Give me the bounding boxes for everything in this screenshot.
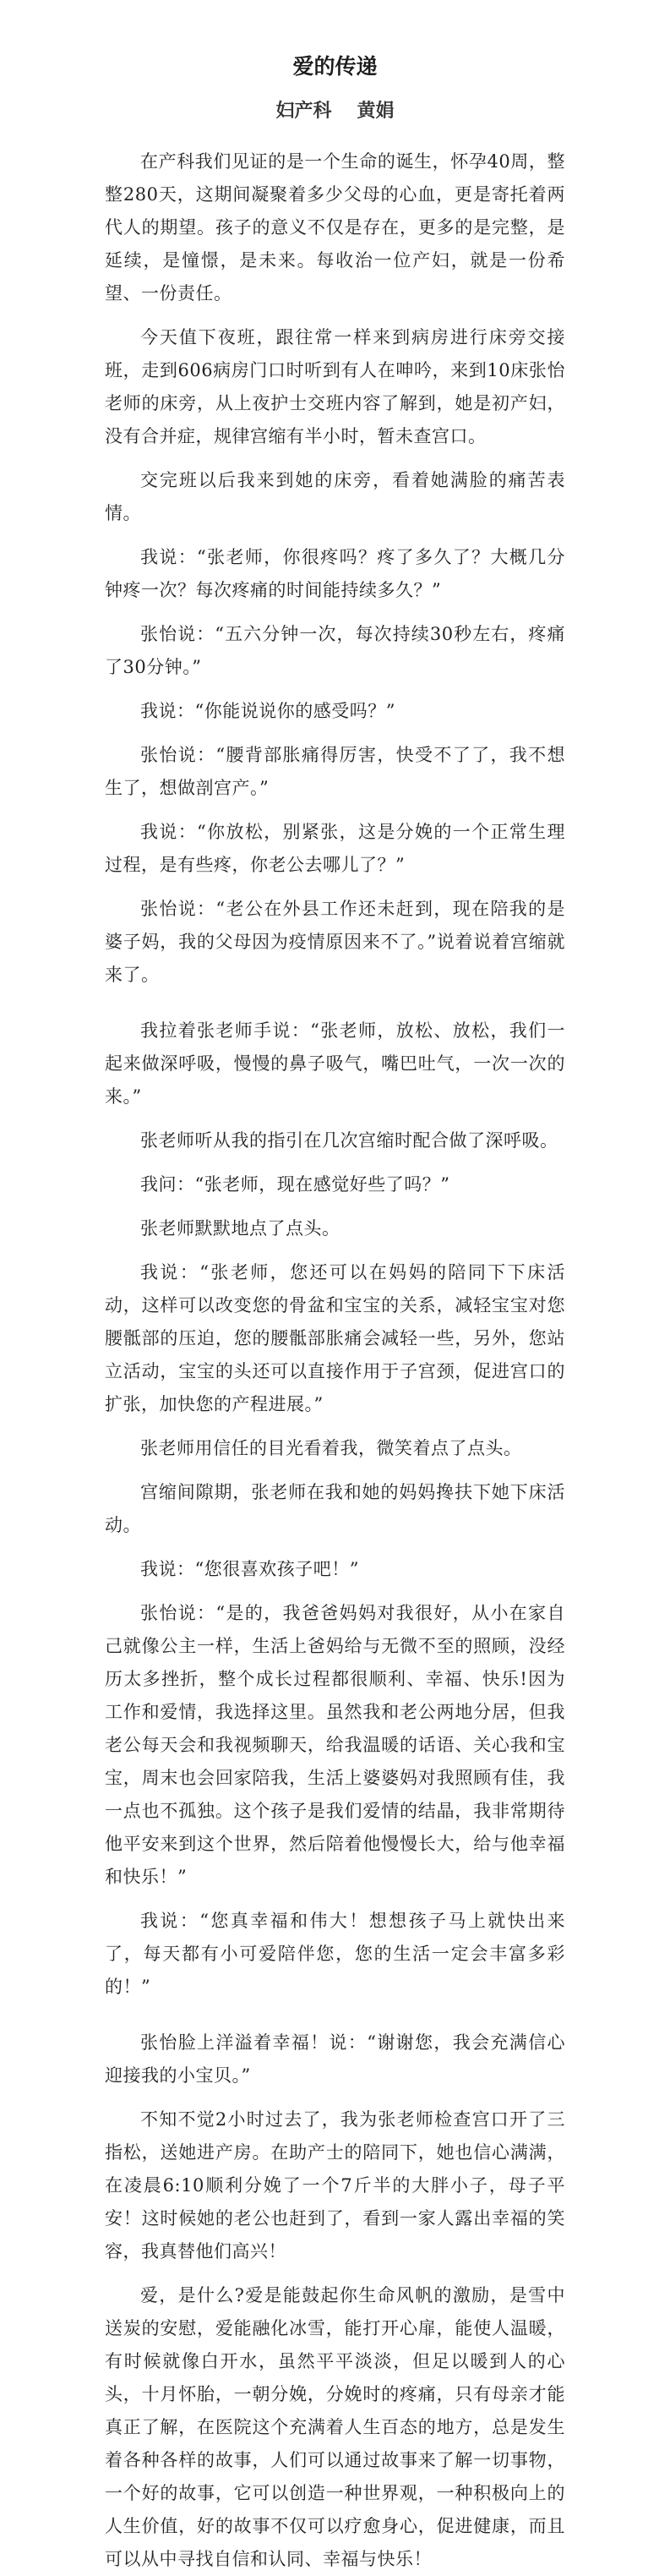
paragraph: 张老师听从我的指引在几次宫缩时配合做了深呼吸。 (140, 1130, 558, 1151)
paragraph: 宫缩间隙期，张老师在我和她的妈妈搀扶下她下床活动。 (105, 1482, 565, 1535)
paragraph: 我说：“张老师，你很疼吗？疼了多久了？大概几分钟疼一次？每次疼痛的时间能持续多久？” (105, 547, 565, 600)
paragraph: 张怡脸上洋溢着幸福！说：“谢谢您，我会充满信心迎接我的小宝贝。” (105, 2032, 565, 2086)
paragraph: 今天值下夜班，跟往常一样来到病房进行床旁交接班，走到606病房门口时听到有人在呻吟，来到10床张怡老师的床旁，从上夜护士交班内容了解到，她是初产妇，没有合并症，规律宫缩有半小时，暂未查宫口。 (105, 327, 565, 446)
spacer (105, 2015, 565, 2026)
paragraph: 我说：“你放松，别紧张，这是分娩的一个正常生理过程，是有些疼，你老公去哪儿了？” (105, 822, 565, 875)
paragraph: 交完班以后我来到她的床旁，看着她满脸的痛苦表情。 (105, 470, 565, 523)
article-author (105, 98, 565, 123)
paragraph: 我问：“张老师，现在感觉好些了吗？” (140, 1174, 450, 1195)
paragraph: 爱，是什么?爱是能鼓起你生命风帆的激励，是雪中送炭的安慰，爱能融化冰雪，能打开心扉，能使人温暖，有时候就像白开水，虽然平平淡淡，但足以暖到人的心头，十月怀胎，一朝分娩，分娩时的疼痛，只有母亲才能真正了解，在医院这个充满着人生百态的地方，总是发生着各种各样的故事，人们可以通过故事来了解一切事物，一个好的故事，它可以创造一种世界观，一种积极向上的人生价值，好的故事不仅可以疗愈身心，促进健康，而且可以从中寻找自信和认同、幸福与快乐！ (105, 2285, 565, 2569)
paragraph: 张怡说：“五六分钟一次，每次持续30秒左右，疼痛了30分钟。” (105, 624, 565, 677)
paragraph: 张怡说：“老公在外县工作还未赶到，现在陪我的是婆子妈，我的父母因为疫情原因来不了。”说着说着宫缩就来了。 (105, 899, 565, 985)
paragraph: 不知不觉2小时过去了，我为张老师检查宫口开了三指松，送她进产房。在助产士的陪同下，她也信心满满，在凌晨6:10顺利分娩了一个7斤半的大胖小子，母子平安！这时候她的老公也赶到了，看到一家人露出幸福的笑容，我真替他们高兴！ (105, 2109, 565, 2262)
paragraph: 我说：“您真幸福和伟大！想想孩子马上就快出来了，每天都有小可爱陪伴您，您的生活一定会丰富多彩的！” (105, 1911, 565, 1997)
paragraph: 我说：“张老师，您还可以在妈妈的陪同下下床活动，这样可以改变您的骨盆和宝宝的关系，减轻宝宝对您腰骶部的压迫，您的腰骶部胀痛会减轻一些，另外，您站立活动，宝宝的头还可以直接作用于子宫颈，促进宫口的扩张，加快您的产程进展。” (105, 1262, 565, 1414)
paragraph: 我拉着张老师手说：“张老师，放松、放松，我们一起来做深呼吸，慢慢的鼻子吸气，嘴巴吐气，一次一次的来。” (105, 1020, 565, 1107)
author-department: 妇产科 (275, 100, 332, 122)
paragraph: 张怡说：“腰背部胀痛得厉害，快受不了了，我不想生了，想做剖宫产。” (105, 745, 565, 798)
paragraph: 我说：“您很喜欢孩子吧！” (140, 1559, 359, 1579)
author-name: 黄娟 (357, 100, 395, 122)
paragraph: 张老师用信任的目光看着我，微笑着点了点头。 (140, 1438, 522, 1458)
paragraph: 张老师默默地点了点头。 (140, 1218, 340, 1239)
paragraph: 张怡说：“是的，我爸爸妈妈对我很好，从小在家自己就像公主一样，生活上爸妈给与无微不至的照顾，没经历太多挫折，整个成长过程都很顺利、幸福、快乐!因为工作和爱情，我选择这里。虽然我和老公两地分居，但我老公每天会和我视频聊天，给我温暖的话语、关心我和宝宝，周末也会回家陪我，生活上婆婆妈对我照顾有佳，我一点也不孤独。这个孩子是我们爱情的结晶，我非常期待他平安来到这个世界，然后陪着他慢慢长大，给与他幸福和快乐！” (105, 1603, 565, 1887)
spacer (105, 1003, 565, 1015)
paragraph: 在产科我们见证的是一个生命的诞生，怀孕40周，整整280天，这期间凝聚着多少父母的心血，更是寄托着两代人的期望。孩子的意义不仅是存在，更多的是完整，是延续，是憧憬，是未来。每收治一位产妇，就是一份希望、一份责任。 (105, 151, 565, 304)
paragraph: 我说：“你能说说你的感受吗？” (140, 701, 395, 721)
article-title: 爱的传递 (292, 54, 378, 79)
